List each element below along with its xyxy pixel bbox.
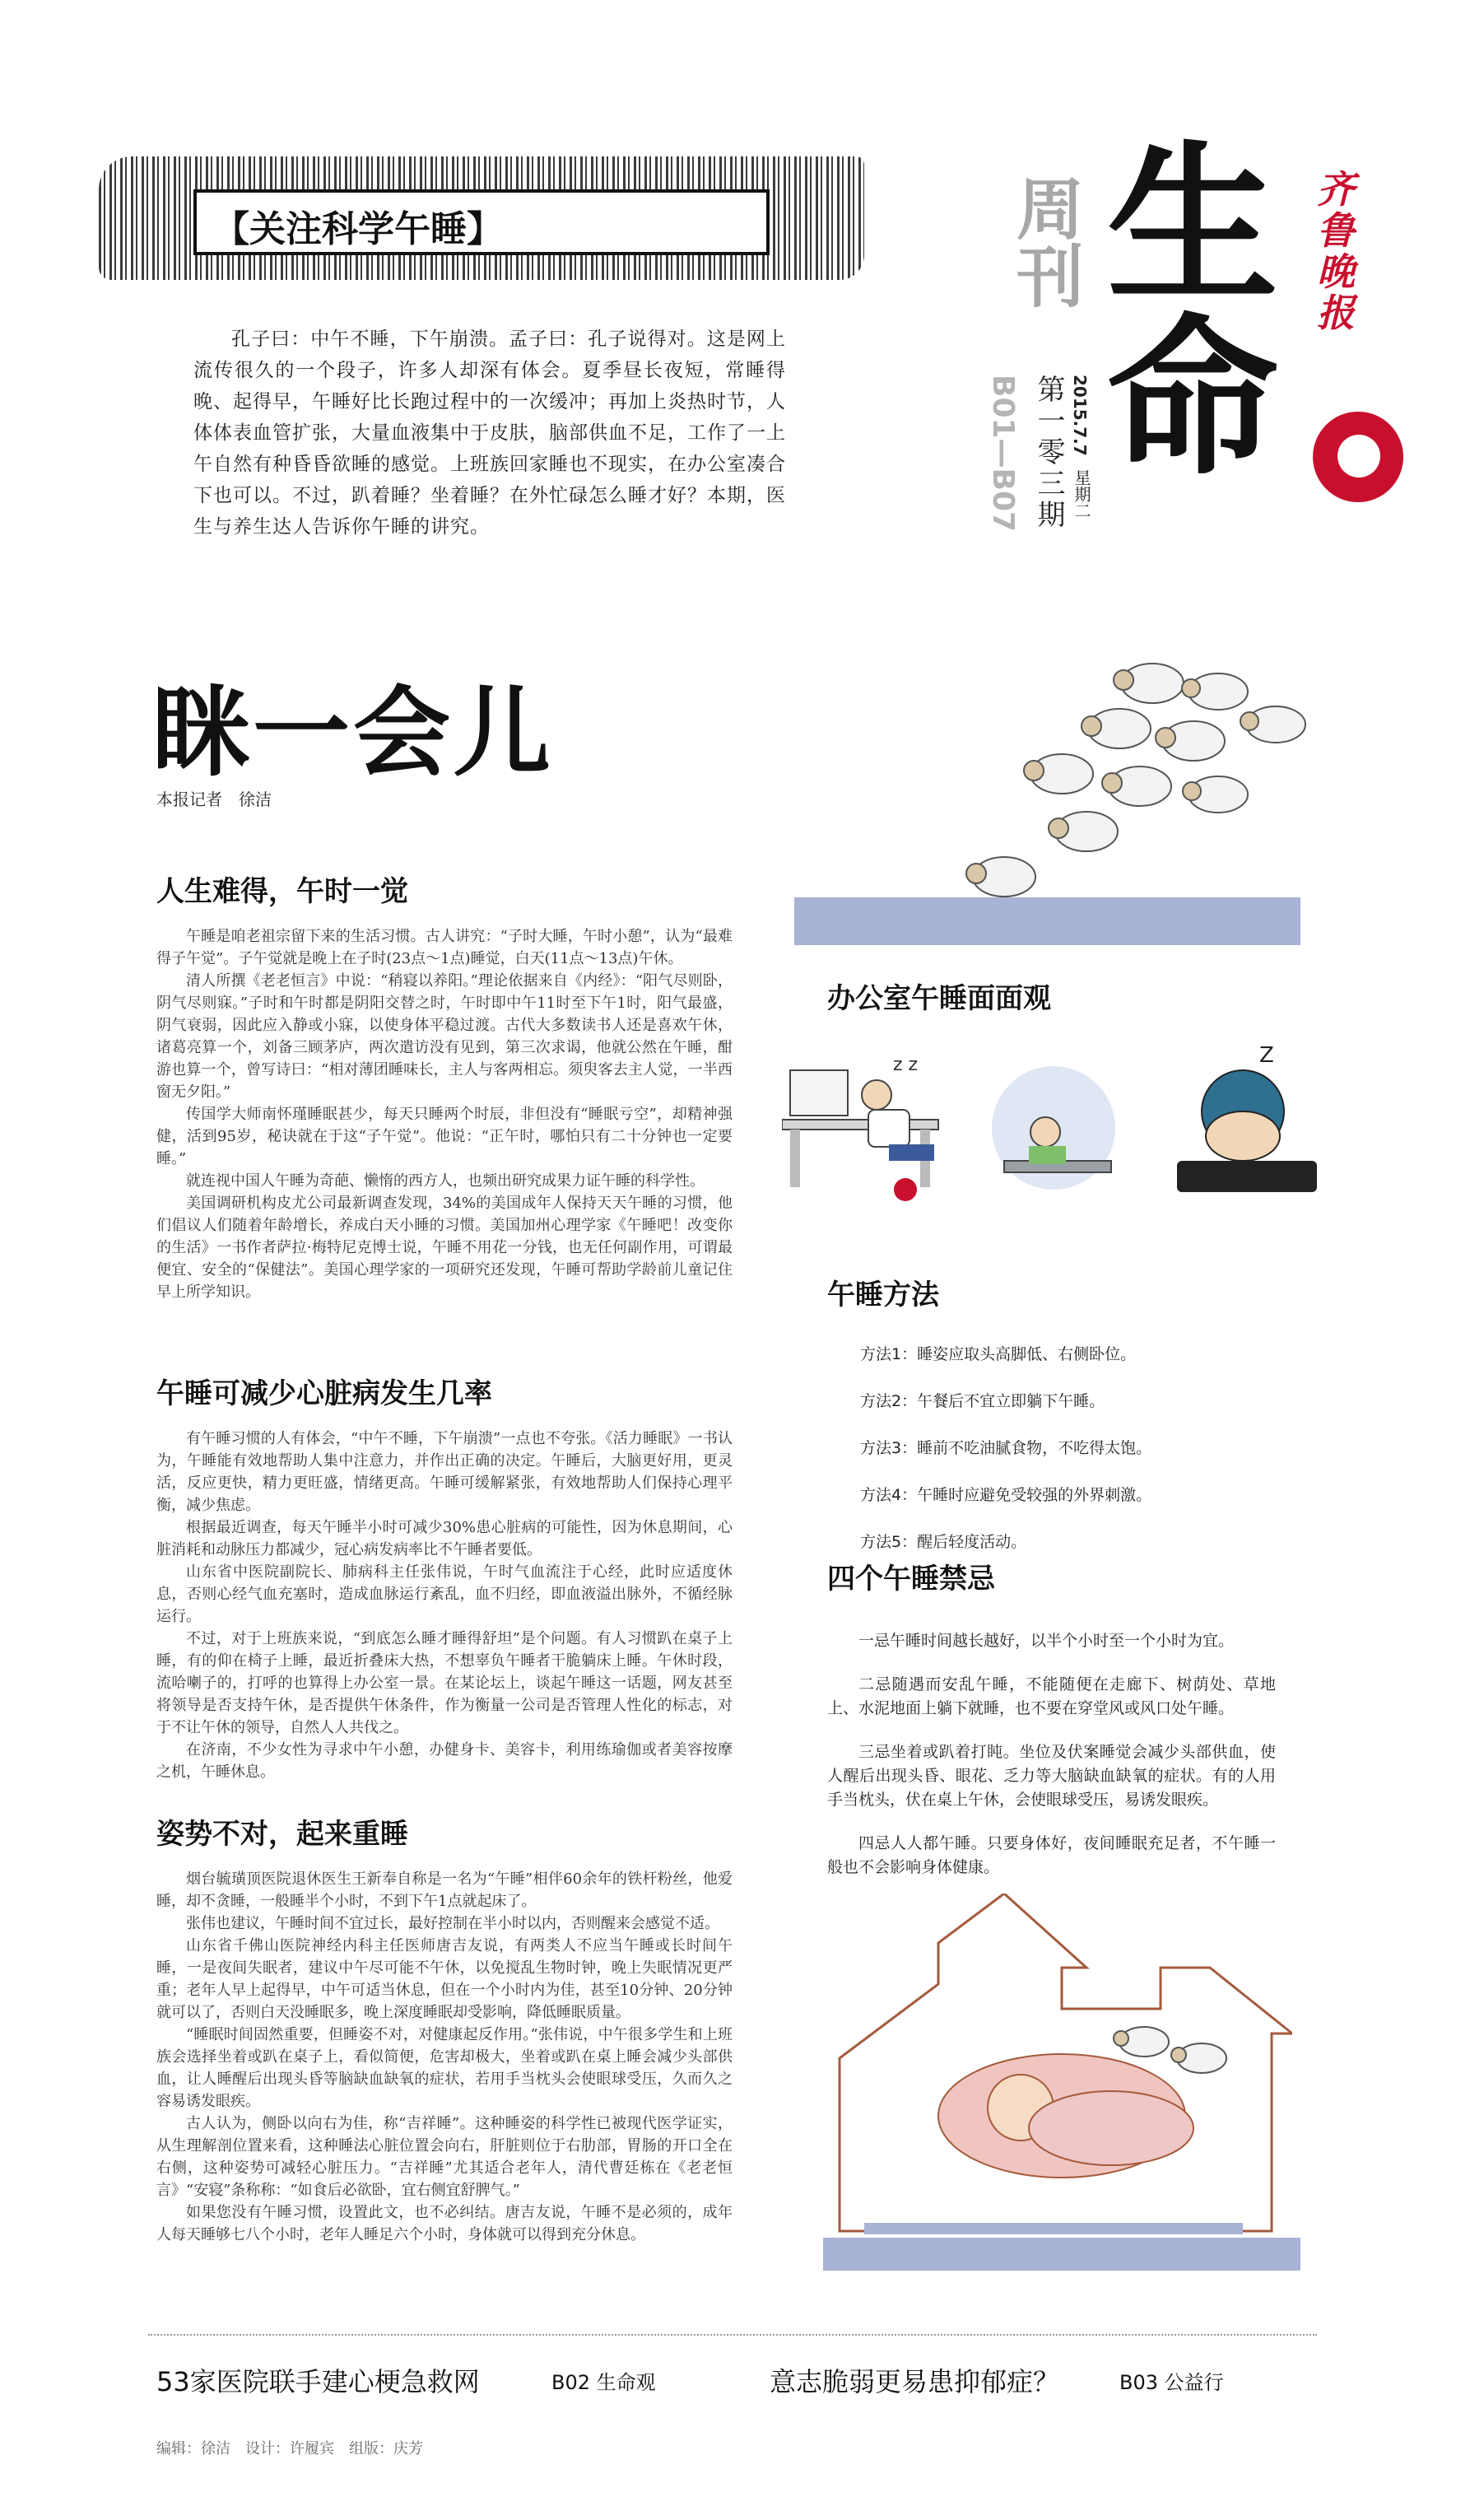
svg-text:Z: Z — [1259, 1043, 1274, 1068]
headline: 眯一会儿 — [152, 676, 555, 790]
sheep-icon — [1102, 766, 1171, 806]
sheep-icon — [1240, 706, 1305, 743]
counting-sheep-illustration — [947, 650, 1325, 930]
paragraph: 就连视中国人午睡为奇葩、懒惰的西方人，也频出研究成果力证午睡的科学性。 — [186, 1172, 705, 1190]
section-title: 午睡方法 — [827, 1279, 939, 1311]
office-nap-illustration — [782, 1037, 1325, 1227]
taboo-item: 四忌人人都午睡。只要身体好，夜间睡眠充足者，不午睡一般也不会影响身体健康。 — [827, 1834, 1276, 1876]
section-2 — [156, 1371, 733, 1783]
paragraph: 午睡是咱老祖宗留下来的生活习惯。古人讲究：“子时大睡，午时小憩”，认为“最难得子午觉”。子午觉就是晚上在子时(23点～1点)睡觉，白天(11点～13点)午休。 — [156, 928, 733, 967]
sheep-icon — [1114, 664, 1184, 703]
masthead-weekday: 星期二 — [1072, 469, 1091, 519]
bed-band-icon — [864, 2223, 1243, 2234]
office-nap-section — [827, 976, 1313, 1016]
paragraph: 有午睡习惯的人有体会，“中午不睡，下午崩溃”一点也不夸张。《活力睡眠》一书认为，午睡能有效地帮助人集中注意力，并作出正确的决定。午睡后，大脑更好用，更灵活，反应更快，精力更旺盛，情绪更高。午睡可缓解紧张，有效地帮助人们保持心理平衡，减少焦虑。 — [156, 1430, 733, 1514]
paragraph: 山东省中医院副院长、肺病科主任张伟说，午时气血流注于心经，此时应适度休息，否则心经气血充塞时，造成血脉运行紊乱，血不归经，即血液溢出脉外，不循经脉运行。 — [156, 1563, 733, 1625]
paragraph: 张伟也建议，午睡时间不宜过长，最好控制在半小时以内，否则醒来会感觉不适。 — [186, 1915, 719, 1932]
column-tag-label: 【关注科学午睡】 — [213, 208, 503, 250]
masthead-newspaper-logo: 齐鲁晚报 — [1317, 167, 1355, 335]
teaser-tag-1: B02 生命观 — [551, 2371, 656, 2394]
column-tag — [193, 189, 770, 255]
taboo-item: 一忌午睡时间越长越好，以半个小时至一个小时为宜。 — [858, 1632, 1235, 1650]
paragraph: 山东省千佛山医院神经内科主任医师唐吉友说，有两类人不应当午睡或长时间午睡，一是夜间失眠者，建议中午尽可能不午休，以免搅乱生物时钟，晚上失眠情况更严重；老年人早上起得早，中午可适当休息，但在一个小时内为佳，甚至10分钟、20分钟就可以了，否则白天没睡眠多，晚上深度睡眠却受影响，降低睡眠质量。 — [156, 1937, 733, 2021]
paragraph: 传国学大师南怀瑾睡眠甚少，每天只睡两个时辰，非但没有“睡眠亏空”，却精神强健，活到95岁，秘诀就在于这“子午觉”。他说：“正午时，哪怕只有二十分钟也一定要睡。” — [156, 1106, 733, 1167]
method-item: 方法3：睡前不吃油腻食物，不吃得太饱。 — [860, 1439, 1152, 1457]
method-item: 方法1：睡姿应取头高脚低、右侧卧位。 — [860, 1345, 1137, 1363]
woman-body-icon — [1029, 2091, 1193, 2165]
masthead-issue: 第一零三期 — [1032, 375, 1065, 531]
sheep-icon — [1183, 776, 1248, 813]
blue-band-divider — [794, 897, 1300, 945]
sheep-icon — [1156, 721, 1225, 761]
sheep-icon — [1082, 709, 1151, 748]
paragraph: 如果您没有午睡习惯，设置此文，也不必纠结。唐吉友说，午睡不是必须的，成年人每天睡够七八个小时，老年人睡足六个小时，身体就可以得到充分休息。 — [156, 2204, 733, 2243]
teaser-tag-2: B03 公益行 — [1119, 2371, 1224, 2394]
sleeping-woman-illustration — [815, 1894, 1292, 2239]
paragraph: 古人认为，侧卧以向右为佳，称“吉祥睡”。这种睡姿的科学性已被现代医学证实，从生理解剖位置来看，这种睡法心脏位置会向右，肝脏则位于右肋部，胃肠的开口全在右侧，这种姿势可减轻心脏压力。“吉祥睡”尤其适合老年人，清代曹廷栋在《老老恒言》“安寝”条称称：“如食后必欲卧，宜右侧宜舒脾气。” — [156, 2115, 733, 2199]
method-item: 方法5：醒后轻度活动。 — [860, 1533, 1027, 1551]
sheep-icon — [1182, 673, 1248, 710]
blue-band-bottom — [823, 2238, 1300, 2271]
taboo-item: 三忌坐着或趴着打盹。坐位及伏案睡觉会减少头部供血，使人醒后出现头昏、眼花、乏力等大脑缺血缺氧的症状。有的人用手当枕头，伏在桌上午休，会使眼球受压，易诱发眼疾。 — [827, 1743, 1276, 1809]
keyboard-sleeper-icon — [1177, 1043, 1317, 1192]
methods-section — [827, 1272, 1313, 1577]
section-title: 人生难得，午时一觉 — [156, 875, 408, 908]
cot-sleeper-icon — [992, 1066, 1115, 1190]
intro-paragraph: 孔子曰：中午不睡，下午崩溃。孟子曰：孔子说得对。这是网上流传很久的一个段子，许多人却深有体会。夏季昼长夜短，常睡得晚、起得早，午睡好比长跑过程中的一次缓冲；再加上炎热时节，人体体表血管扩张，大量血液集中于皮肤，脑部供血不足，工作了一上午自然有种昏昏欲睡的感觉。上班族回家睡也不现实，在办公室凑合下也可以。不过，趴着睡？坐着睡？在外忙碌怎么睡才好？本期，医生与养生达人告诉你午睡的讲究。 — [193, 328, 786, 538]
sheep-icon — [966, 857, 1035, 897]
method-item: 方法2：午餐后不宜立即躺下午睡。 — [860, 1392, 1105, 1410]
paragraph: 美国调研机构皮尤公司最新调查发现，34%的美国成年人保持天天午睡的习惯，他们倡议人们随着年龄增长，养成白天小睡的习惯。美国加州心理学家《午睡吧！改变你的生活》一书作者萨拉·梅特尼克博士说，午睡不用花一分钱，也无任何副作用，可谓最便宜、安全的“保健法”。美国心理学家的一项研究还发现，午睡可帮助学龄前儿童记住早上所学知识。 — [156, 1195, 733, 1301]
method-item: 方法4：午睡时应避免受较强的外界刺激。 — [860, 1486, 1152, 1504]
taboo-item: 二忌随遇而安乱午睡，不能随便在走廊下、树荫处、草地上、水泥地面上躺下就睡，也不要在穿堂风或风口处午睡。 — [827, 1675, 1276, 1717]
masthead-pages: B01—B07 — [986, 375, 1020, 533]
masthead-zhoukan: 周刊 — [1016, 171, 1085, 317]
sheep-icon — [1171, 2043, 1226, 2073]
section-3 — [156, 1811, 733, 2246]
masthead-title: 生命 — [1107, 127, 1278, 499]
sheep-icon — [1114, 2027, 1169, 2057]
paragraph: “睡眠时间固然重要，但睡姿不对，对健康起反作用。”张伟说，中午很多学生和上班族会选择坐着或趴在桌子上，看似简便，危害却极大，坐着或趴在桌上睡会减少头部供血，让人睡醒后出现头昏等脑缺血缺氧的症状，若用手当枕头会使眼球受压，久而久之容易诱发眼疾。 — [156, 2026, 733, 2110]
section-title: 办公室午睡面面观 — [827, 982, 1051, 1015]
section-title: 姿势不对，起来重睡 — [156, 1818, 408, 1851]
desk-sleeper-icon — [782, 1055, 938, 1201]
masthead-red-circle-icon — [1313, 412, 1403, 502]
section-1 — [156, 869, 733, 1303]
section-title: 四个午睡禁忌 — [827, 1563, 995, 1596]
sheep-icon — [1024, 754, 1093, 794]
sheep-icon — [1049, 812, 1118, 851]
taboos-section — [827, 1556, 1276, 1899]
footer-divider — [148, 2334, 1317, 2336]
byline: 本报记者 徐洁 — [156, 790, 272, 809]
paragraph: 清人所撰《老老恒言》中说：“稍寝以养阳。”理论依据来自《内经》：“阳气尽则卧，阴气尽则寐。”子时和午时都是阴阳交替之时，午时即中午11时至下午1时，阳气最盛，阴气衰弱，因此应入静或小寐，以使身体平稳过渡。古代大多数读书人还是喜欢午休，诸葛亮算一个，刘备三顾茅庐，两次遣访没有见到，第三次求谒，他就公然在午睡，酣游也算一个，曾写诗曰：“相对薄团睡味长，主人与客两相忘。须臾客去主人觉，一半西窗无夕阳。” — [156, 972, 733, 1101]
masthead-date: 2015.7.7 — [1070, 375, 1090, 456]
paragraph: 根据最近调查，每天午睡半小时可减少30%患心脏病的可能性，因为休息期间，心脏消耗和动脉压力都减少，冠心病发病率比不午睡者要低。 — [156, 1519, 733, 1558]
paragraph: 不过，对于上班族来说，“到底怎么睡才睡得舒坦”是个问题。有人习惯趴在桌子上睡，有的仰在椅子上睡，最近折叠床大热，不想辜负午睡者干脆躺床上睡。午休时段，流哈喇子的，打呼的也算得上办公室一景。在某论坛上，谈起午睡这一话题，网友甚至将领导是否支持午休，是否提供午休条件，作为衡量一公司是否管理人性化的标志，对于不让午休的领导，自然人人共伐之。 — [156, 1630, 733, 1736]
svg-text:z z: z z — [893, 1055, 919, 1075]
page-credits: 编辑：徐洁 设计：许履宾 组版：庆芳 — [156, 2440, 423, 2457]
paragraph: 在济南，不少女性为寻求中午小憩，办健身卡、美容卡，利用练瑜伽或者美容按摩之机，午睡休息。 — [156, 1741, 733, 1781]
section-title: 午睡可减少心脏病发生几率 — [156, 1377, 492, 1410]
teaser-headline-2[interactable]: 意志脆弱更易患抑郁症？ — [770, 2366, 1060, 2397]
teaser-headline-1[interactable]: 53家医院联手建心梗急救网 — [156, 2366, 480, 2397]
paragraph: 烟台毓璜顶医院退休医生王新奉自称是一名为“午睡”相伴60余年的铁杆粉丝，他爱睡，却不贪睡，一般睡半个小时，不到下午1点就起床了。 — [156, 1870, 733, 1910]
